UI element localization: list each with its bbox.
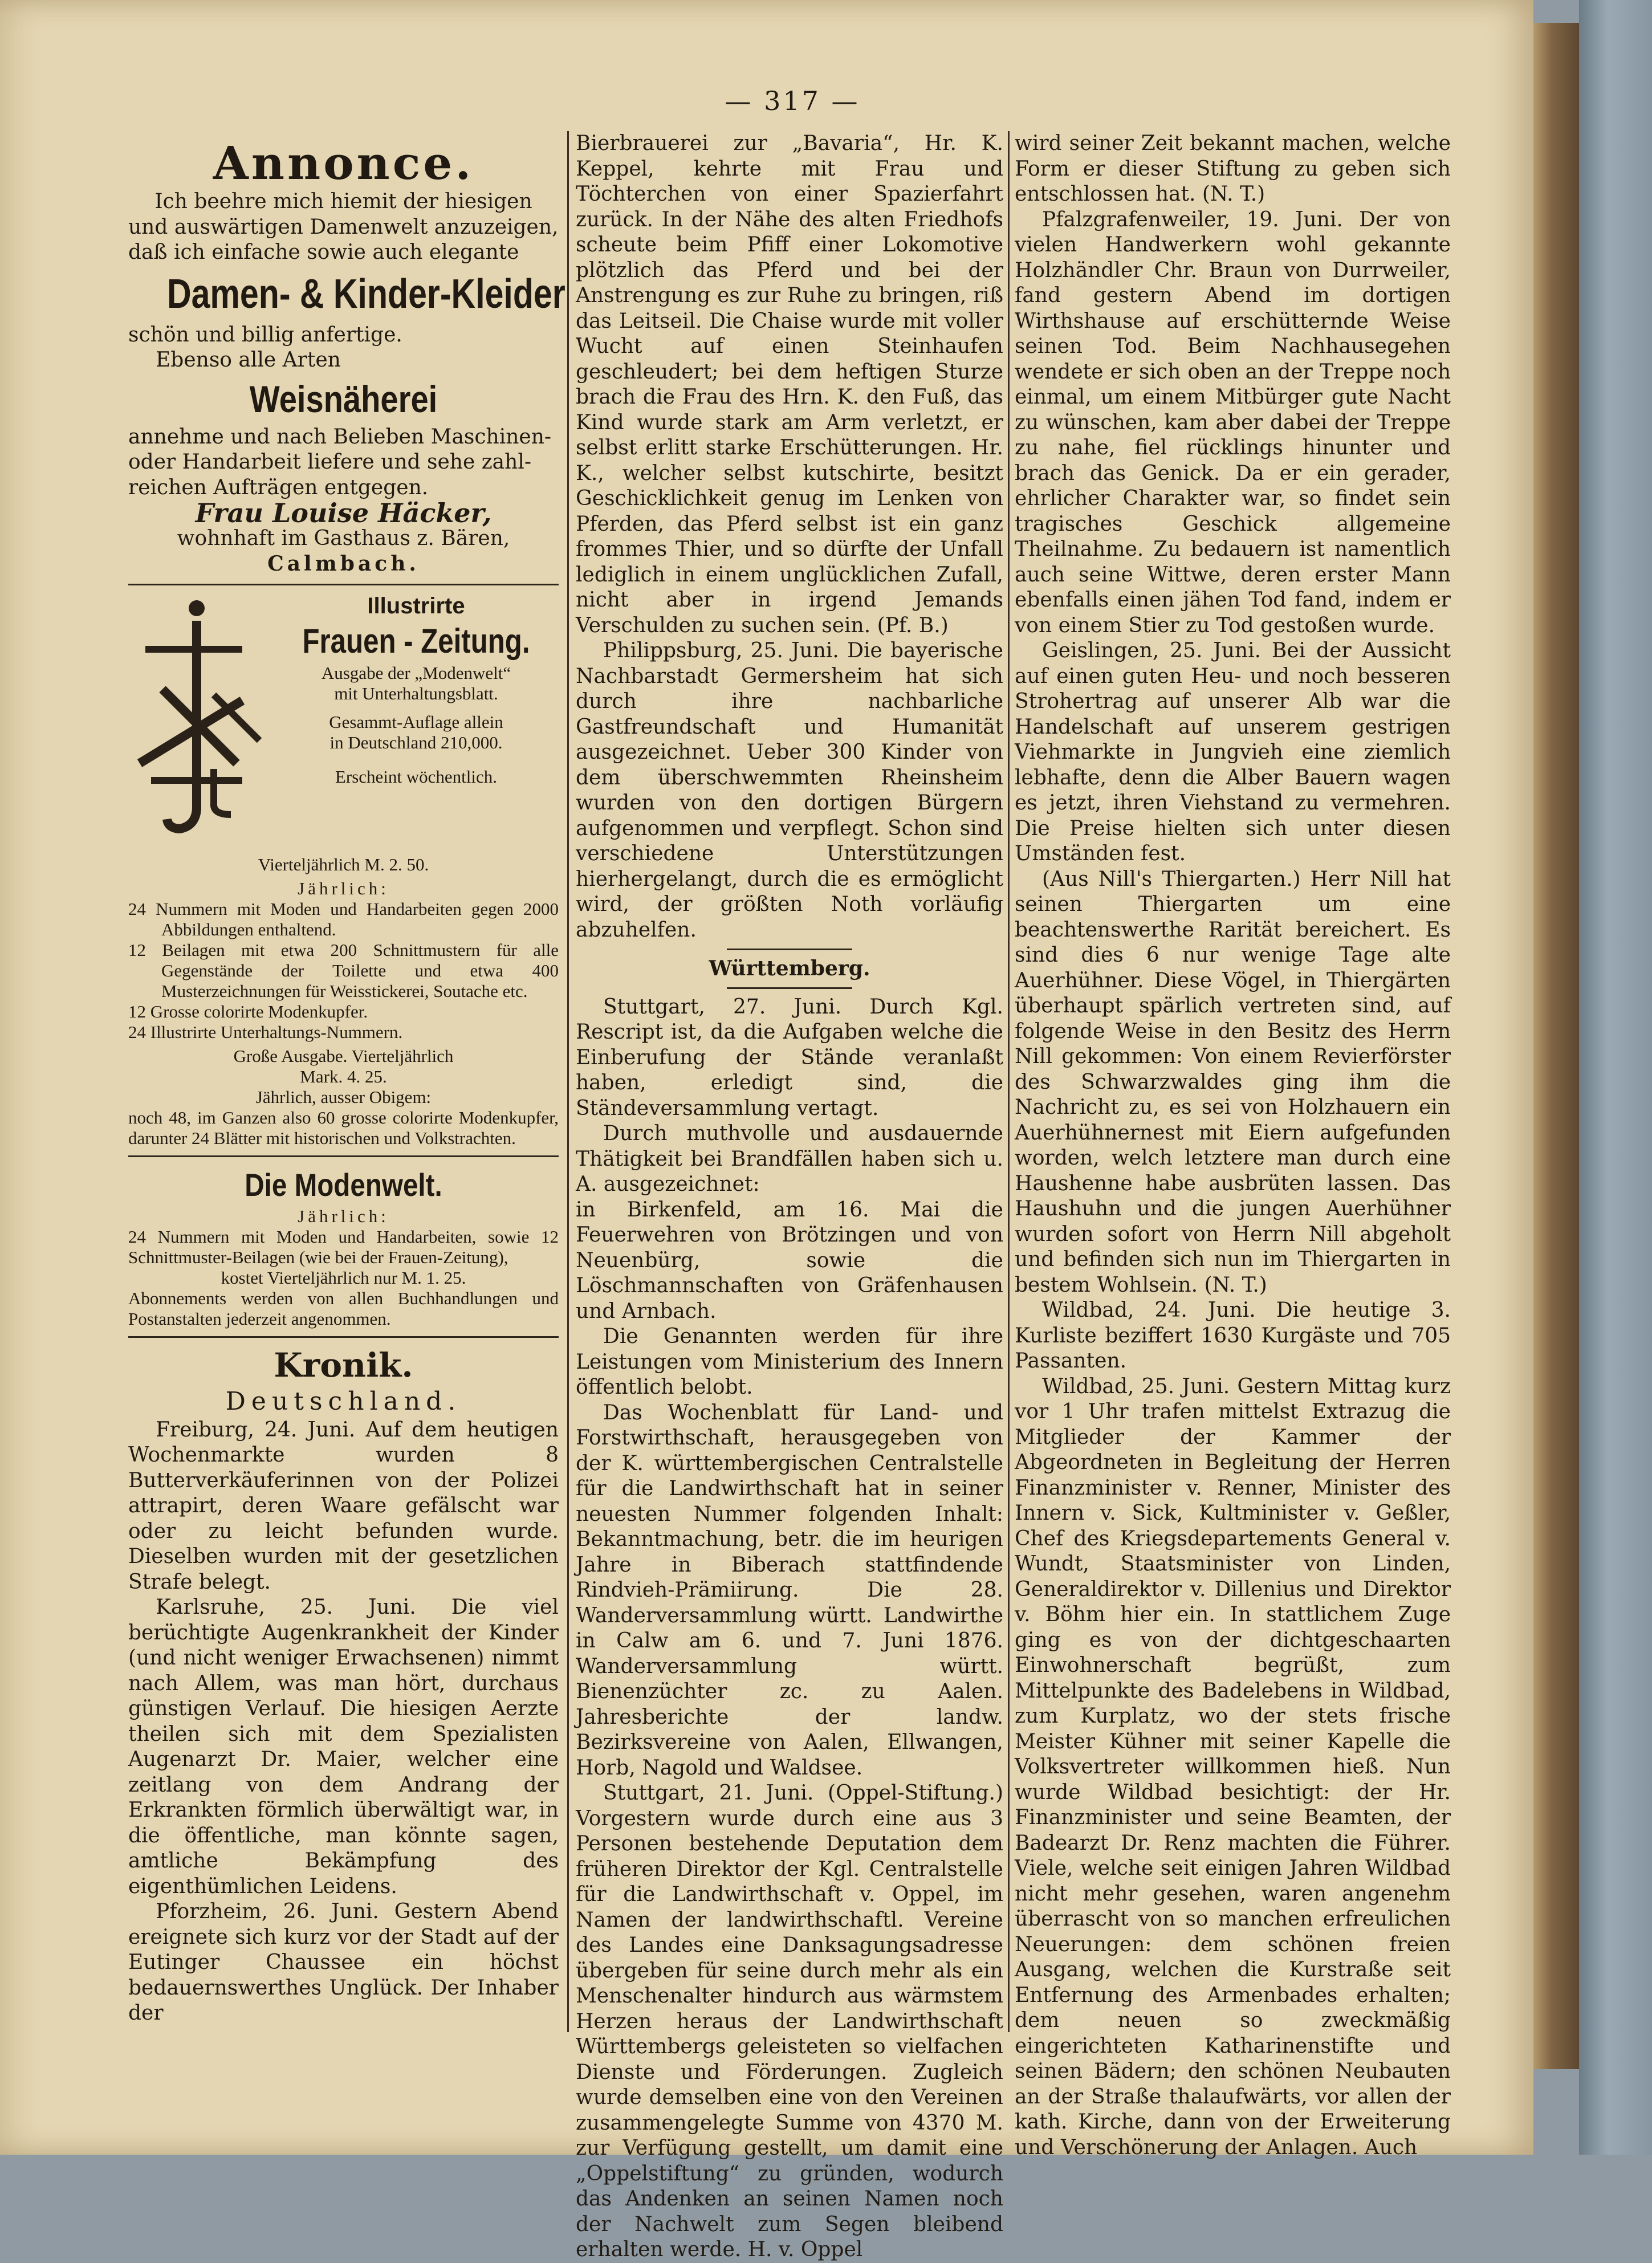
weis-line: oder Handarbeit liefere und sehe zahl- (128, 450, 531, 474)
book-cover-edge (1579, 0, 1652, 2155)
news-paragraph: Stuttgart, 27. Juni. Durch Kgl. Rescript ist, da die Aufgaben welche die Einberufung der Stände veranlaßt haben, erledigt sind, die Ständeversammlung vertagt. (576, 995, 1003, 1120)
divider (727, 949, 852, 950)
news-paragraph: Pfalzgrafenweiler, 19. Juni. Der von vielen Handwerkern wohl gekannte Holzhändler Chr. Braun von Durrweiler, fand gestern Abend im dortigen Wirthshause auf erschütternde Weise seinen Tod. Beim Nachhausegehen wendete er sich oben an der Treppe noch einmal, um einem Mitbürger gute Nacht zu wünschen, kam aber dabei der Treppe zu nahe, fiel rücklings hinunter und brach das Genick. Da er ein gerader, ehrlicher Charakter war, so findet sein tragisches Geschick allgemeine Theilnahme. Zu bedauern ist namentlich auch seine Wittwe, deren erster Mann ebenfalls einen jähen Tod fand, indem er von einem Stier zu Tod gestoßen wurde. (1015, 207, 1451, 637)
news-paragraph: Wildbad, 24. Juni. Die heutige 3. Kurliste beziffert 1630 Kurgäste und 705 Passanten. (1015, 1299, 1451, 1373)
grosse-ausgabe: Große Ausgabe. Vierteljährlich (233, 1045, 454, 1066)
kronik-heading: Kronik. (274, 1345, 413, 1385)
frauen-zeitung-title: Frauen - Zeitung. (302, 621, 530, 660)
frauen-list-item: 24 Nummern mit Moden und Handarbeiten gegen 2000 Abbildungen enthaltend. (128, 898, 559, 939)
frauen-illustrirte: Illustrirte (367, 593, 465, 618)
kleider-headline: Damen- & Kinder-Kleider (166, 271, 565, 317)
erscheint: Erscheint wöchentlich. (335, 766, 498, 787)
deutschland-heading: Deutschland. (225, 1386, 462, 1416)
modenwelt-monogram-icon (128, 598, 265, 837)
news-paragraph: Pforzheim, 26. Juni. Gestern Abend ereignete sich kurz vor der Stadt auf der Eutinger Chaussee ein höchst bedauernswerthes Unglück. Der Inhaber der (128, 1900, 559, 2025)
news-paragraph: in Birkenfeld, am 16. Mai die Feuerwehren von Brötzingen und von Neuenbürg, sowie die Löschmannschaften von Gräfenhausen und Arnbach. (576, 1198, 1003, 1323)
frauen-line: Gesammt-Auflage allein (329, 711, 503, 732)
news-paragraph: wird seiner Zeit bekannt machen, welche Form er dieser Stiftung zu geben sich entschlossen hat. (N. T.) (1015, 132, 1451, 206)
modenwelt-title: Die Modenwelt. (245, 1166, 442, 1203)
weis-headline: Weisnäherei (249, 377, 438, 420)
news-paragraph: Die Genannten werden für ihre Leistungen vom Ministerium des Innern öffentlich belobt. (576, 1325, 1003, 1399)
news-paragraph: Philippsburg, 25. Juni. Die bayerische Nachbarstadt Germersheim hat sich durch ihre nachbarliche Gastfreundschaft und Humanität ausgezeichnet. Ueber 300 Kinder von dem überschwemmten Rheinsheim wurden von den dortigen Bürgern aufgenommen und verpflegt. Schon sind verschiedene Unterstützungen hierhergelangt, durch die es ermöglicht wird, der größten Noth vorläufig abzuhelfen. (576, 639, 1003, 942)
news-paragraph: Bierbrauerei zur „Bavaria“, Hr. K. Keppel, kehrte mit Frau und Töchterchen von einer Spazierfahrt zurück. In der Nähe des alten Friedhofs scheute beim Pfiff einer Lokomotive plötzlich das Pferd und bei der Anstrengung es zur Ruhe zu bringen, riß das Leitseil. Die Chaise wurde mit voller Wucht auf einen Steinhaufen geschleudert; bei dem heftigen Sturze brach die Frau des Hrn. K. den Fuß, das Kind wurde stark am Arm verletzt, er selbst erlitt starke Erschütterungen. Hr. K., welcher selbst kutschirte, besitzt Geschicklichkeit genug im Lenken von Pferden, das Pferd selbst ist ein ganz frommes Thier, und so dürfte der Unfall lediglich in einem unglücklichen Zufall, nicht aber in irgend Jemands Verschulden zu suchen sein. (Pf. B.) (576, 132, 1003, 637)
news-paragraph: Freiburg, 24. Juni. Auf dem heutigen Wochenmarkte wurden 8 Butterverkäuferinnen von der Polizei attrapirt, deren Waare gefälscht war oder zu leicht befunden wurde. Dieselben wurden mit der gesetzlichen Strafe belegt. (128, 1418, 559, 1594)
kleider-line: Ebenso alle Arten (156, 348, 341, 372)
frauen-list-item: 24 Illustrirte Unterhaltungs-Nummern. (128, 1021, 403, 1042)
news-paragraph: Das Wochenblatt für Land- und Forstwirthschaft, herausgegeben von der K. württembergischen Centralstelle für die Landwirthschaft hat in seiner neuesten Nummer folgenden Inhalt: Bekanntmachung, betr. die im heurigen Jahre in Biberach stattfindende Rindvieh-Prämiirung. Die 28. Wanderversammlung württ. Landwirthe in Calw am 6. und 7. Juni 1876. Wanderversammlung württ. Bienenzüchter zc. zu Aalen. Jahresberichte der landw. Bezirksvereine von Aalen, Ellwangen, Horb, Nagold und Waldsee. (576, 1401, 1003, 1780)
annonce-line: Ich beehre mich hiemit der hiesigen (154, 190, 532, 213)
advertiser-place: Calmbach. (267, 552, 420, 576)
news-paragraph: Wildbad, 25. Juni. Gestern Mittag kurz vor 1 Uhr trafen mittelst Extrazug die Mitglieder der Kammer der Abgeordneten in Begleitung der Herren Finanzminister v. Renner, Minister des Innern v. Sick, Kultminister v. Geßler, Chef des Kriegsdepartements General v. Wundt, Staatsminister von Linden, Generaldirektor v. Dillenius und Direktor v. Böhm hier ein. In stattlichem Zuge ging es von der dichtgeschaarten Einwohnerschaft begrüßt, zum Mittelpunkte des Badelebens in Wildbad, zum Kurplatz, wo der stets frische Meister Kühner mit seiner Kapelle die Volksvertreter willkommen hieß. Nun wurde Wildbad besichtigt: der Hr. Finanzminister und seine Beamten, der Badearzt Dr. Renz machten die Führer. Viele, welche seit einigen Jahren Wildbad nicht mehr gesehen, waren angenehm überrascht von so manchen erfreulichen Neuerungen: dem schönen freien Ausgang, welchen die Kurstraße seit Entfernung des Armenbades erhalten; dem neuen so zweckmäßig eingerichteten Katharinenstifte und seinen Bädern; den schönen Neubauten an der Straße thalaufwärts, vor allen der kath. Kirche, dann von der Erweiterung und Verschönerung der Anlagen. Auch (1015, 1374, 1451, 2159)
divider (128, 1336, 559, 1338)
modenwelt-price: kostet Vierteljährlich nur M. 1. 25. (221, 1267, 466, 1288)
column-advertisements (128, 131, 565, 2026)
advertiser-address: wohnhaft im Gasthaus z. Bären, (177, 526, 510, 550)
section-heading-wuerttemberg: Württemberg. (709, 957, 870, 980)
kleider-line: schön und billig anfertige. (128, 323, 402, 347)
advertiser-name: Frau Louise Häcker, (195, 498, 492, 528)
weis-line: annehme und nach Belieben Maschinen- (128, 425, 552, 449)
news-paragraph: Geislingen, 25. Juni. Bei der Aussicht auf einen guten Heu- und noch besseren Strohertrag auf unserer Alb war die Handelschaft auf unserem gestrigen Viehmarkte in Jungvieh eine ziemlich lebhafte, denn die Alber Bauern wagen es jetzt, ihren Viehstand zu vermehren. Die Preise hielten sich unter diesen Umständen fest. (1015, 639, 1451, 865)
divider (128, 1155, 559, 1157)
news-paragraph: Stuttgart, 21. Juni. (Oppel-Stiftung.) Vorgestern wurde durch eine aus 3 Personen bestehende Deputation dem früheren Direktor der Kgl. Centralstelle für die Landwirthschaft v. Oppel, im Namen der landwirthschaftl. Vereine des Landes eine Danksagungsadresse übergeben für seine durch mehr als ein Menschenalter hindurch aus wärmstem Herzen heraus der Landwirthschaft Württembergs geleisteten so vielfachen Dienste und Förderungen. Zugleich wurde demselben eine von den Vereinen zusammengelegte Summe von 4370 M. zur Verfügung gestellt, um damit eine „Oppelstiftung“ zu gründen, wodurch das Andenken an seinen Namen noch der Nachwelt zum Segen bleibend erhalten werde. H. v. Oppel (576, 1781, 1003, 2261)
modenwelt-jaehrlich: Jährlich: (298, 1206, 389, 1226)
page-edge-stack (1533, 23, 1579, 2069)
grosse-ausgabe-price: Mark. 4. 25. (300, 1066, 387, 1086)
abonnements: Abonnements werden von allen Buchhandlungen und Postanstalten jederzeit angenommen. (128, 1288, 559, 1329)
frauen-list-item: 12 Grosse colorirte Modenkupfer. (128, 1001, 368, 1021)
frauen-jaehrlich: Jährlich: (298, 878, 389, 898)
column-rule (567, 131, 569, 2032)
column-news-right (1015, 131, 1451, 2160)
column-news-middle (576, 131, 1003, 2263)
frauen-line: Ausgabe der „Modenwelt“ (321, 662, 511, 683)
frauen-vierteljaehrlich: Vierteljährlich M. 2. 50. (258, 854, 429, 874)
weis-line: reichen Aufträgen entgegen. (128, 475, 429, 499)
annonce-title: Annonce. (213, 136, 474, 190)
column-rule (1008, 131, 1010, 2032)
frauen-list-item: 12 Beilagen mit etwa 200 Schnittmustern für alle Gegenstände der Toilette und etwa 400 Musterzeichnungen für Weisstickerei, Soutache etc. (128, 939, 559, 1001)
annonce-line: daß ich einfache sowie auch elegante (128, 241, 519, 264)
news-paragraph: Durch muthvolle und ausdauernde Thätigkeit bei Brandfällen haben sich u. A. ausgezeichnet: (576, 1122, 1003, 1196)
noch-text: noch 48, im Ganzen also 60 grosse colorirte Modenkupfer, darunter 24 Blätter mit historischen und Volkstrachten. (128, 1107, 559, 1148)
jaehrlich-ausser: Jährlich, ausser Obigem: (255, 1086, 432, 1107)
news-paragraph: (Aus Nill's Thiergarten.) Herr Nill hat seinen Thiergarten um eine beachtenswerthe Rarität bereichert. Es sind dies 6 nur wenige Tage alte Auerhühner. Diese Vögel, in Thiergärten überhaupt spärlich vertreten sind, auf folgende Weise in den Besitz des Herrn Nill gekommen: Von einem Revierförster des Schwarzwaldes ging ihm die Nachricht zu, es sei von Holzhauern ein Auerhühnernest mit Eiern aufgefunden worden, welch letztere man durch eine Haushenne habe ausbrüten lassen. Das Haushuhn und die jungen Auerhühner wurden sofort von Herrn Nill abgeholt und befinden sich nun im Thiergarten in bestem Wohlsein. (N. T.) (1015, 867, 1451, 1297)
modenwelt-text: 24 Nummern mit Moden und Handarbeiten, sowie 12 Schnittmuster-Beilagen (wie bei der Frauen-Zeitung), (128, 1226, 559, 1267)
frauen-line: in Deutschland 210,000. (329, 732, 503, 752)
page-number: — 317 — (725, 86, 860, 116)
divider (727, 987, 852, 989)
news-paragraph: Karlsruhe, 25. Juni. Die viel berüchtigte Augenkrankheit der Kinder (und nicht weniger Erwachsenen) nimmt nach Allem, was man hört, durchaus günstigen Verlauf. Die hiesigen Aerzte theilen sich mit dem Spezialisten Augenarzt Dr. Maier, welcher eine zeitlang von dem Andrang der Erkrankten förmlich überwältigt war, in die öffentliche, man könnte sagen, amtliche Bekämpfung des eigenthümlichen Leidens. (128, 1596, 559, 1898)
divider (128, 584, 559, 585)
frauen-line: mit Unterhaltungsblatt. (334, 683, 498, 703)
frauen-zeitung-ad (128, 592, 559, 854)
annonce-line: und auswärtigen Damenwelt anzuzeigen, (128, 215, 559, 239)
